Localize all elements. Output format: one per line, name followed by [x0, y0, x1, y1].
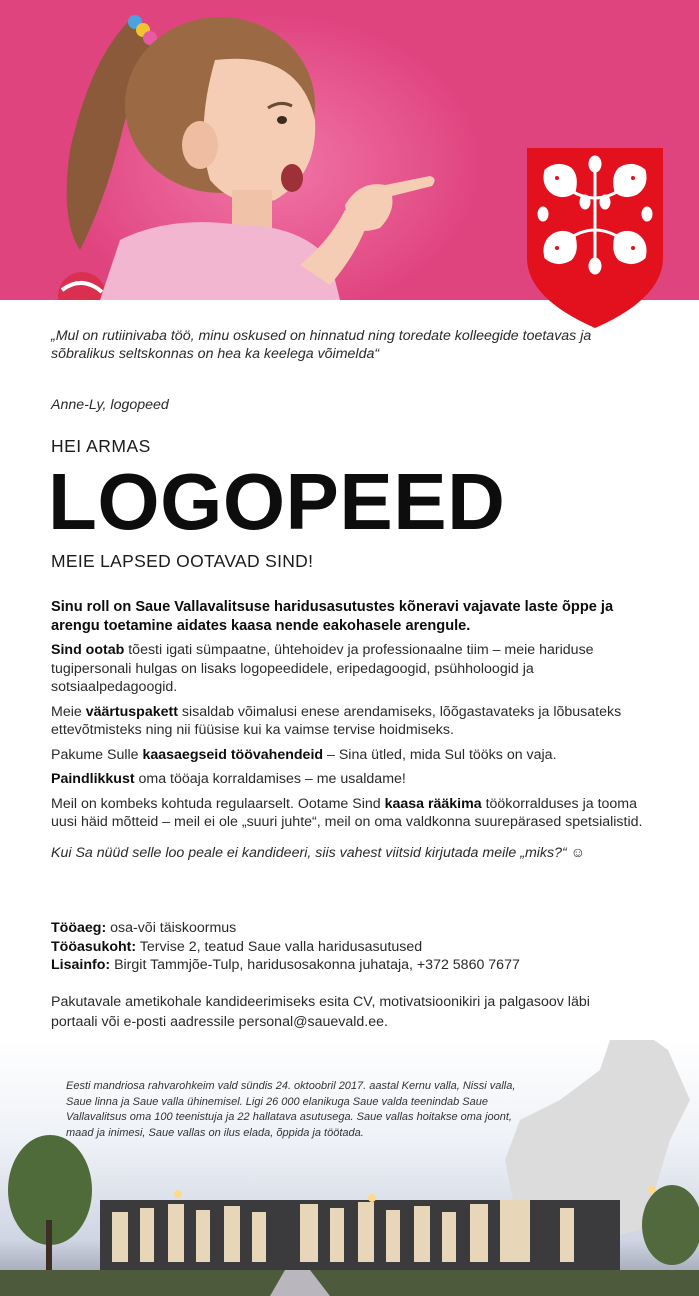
testimonial-author: Anne-Ly, logopeed [51, 397, 169, 413]
benefits-paragraph: Meie väärtuspakett sisaldab võimalusi enese arendamiseks, lõõgastavateks ja lõbusateks ettevõtmisteks ning nii füüsise kui ka vaimse tervise hoidmiseks. [51, 703, 622, 738]
team-paragraph: Sind ootab tõesti igati sümpaatne, ühtehoidev ja professionaalne tiim – meie hariduse tugipersonali hulgas on lisaks logopeedidele, eripedagoogid, psühholoogid ja sotsiaalpedagoogid. [51, 642, 594, 695]
subtitle: MEIE LAPSED OOTAVAD SIND! [51, 551, 314, 571]
flexibility-paragraph: Paindlikkust oma tööaja korraldamises – me usaldame! [51, 771, 406, 787]
meetings-paragraph: Meil on kombeks kohtuda regulaarselt. Ootame Sind kaasa rääkima töökorralduses ja tooma uusi häid mõtteid – meil ei ole „suuri juhte“, meil on oma valdkonna suurepärased spetsialistid. [51, 795, 643, 830]
greeting: HEI ARMAS [51, 436, 151, 456]
municipality-description: Eesti mandriosa rahvarohkeim vald sündis 24. oktoobril 2017. aastal Kernu valla, Nissi valla, Saue linna ja Saue valla ühinemisel. Ligi 26 000 elanikuga Saue valda teenindab Saue Vallavalitsus oma 100 teenistuja ja 22 hallatava asutusega. Saue vallas hoitakse oma joont, maad ja inimesi, Saue vallas on ilus elada, õppida ja töötada. [66, 1080, 516, 1139]
testimonial-quote: „Mul on rutiinivaba töö, minu oskused on hinnatud ning toredate kolleegide toetavas ja sõbralikus seltskonnas on hea ka keelega võimelda“ [51, 328, 592, 362]
role-summary: Sinu roll on Saue Vallavalitsuse haridusasutustes kõneravi vajavate laste õppe ja arengu toetamine aidates kaasa nende eakohasele arengule. [51, 599, 614, 634]
job-description [51, 598, 661, 868]
job-title: LOGOPEED [48, 457, 506, 546]
application-instructions: Pakutavale ametikohale kandideerimiseks esita CV, motivatsioonikiri ja palgasoov läbi portaali või e-posti aadressile personal@sauevald.ee. [51, 994, 590, 1030]
worktime-row: Tööaeg: osa-või täiskoormus [51, 920, 237, 936]
closing-note: Kui Sa nüüd selle loo peale ei kandideeri, siis vahest viitsid kirjutada meile „miks?“ ☺ [51, 844, 586, 861]
contact-row: Lisainfo: Birgit Tammjõe-Tulp, haridusosakonna juhataja, +372 5860 7677 [51, 957, 520, 973]
girl-photo [0, 0, 460, 300]
job-details [51, 919, 520, 975]
location-row: Tööasukoht: Tervise 2, teatud Saue valla haridusasutused [51, 938, 423, 955]
saue-coat-of-arms [527, 148, 663, 328]
tools-paragraph: Pakume Sulle kaasaegseid töövahendeid – Sina ütled, mida Sul tööks on vaja. [51, 746, 557, 763]
